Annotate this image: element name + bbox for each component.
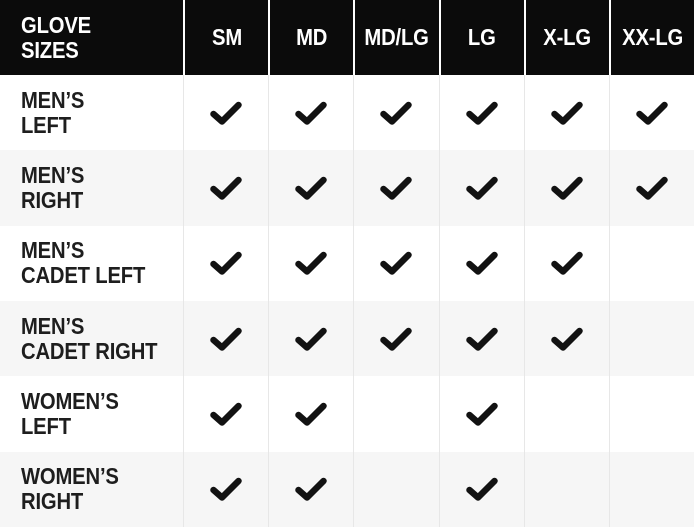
table-row <box>0 75 694 150</box>
row-label-line: LEFT <box>21 111 71 138</box>
check-icon <box>466 176 498 200</box>
row-label-line: MEN’S <box>21 237 85 264</box>
row-label-line: MEN’S <box>21 86 85 113</box>
check-icon <box>551 327 583 351</box>
check-icon <box>551 176 583 200</box>
row-label-line: LEFT <box>21 412 71 439</box>
check-icon <box>466 251 498 275</box>
availability-cell-checked <box>183 150 268 225</box>
column-header-xx-lg <box>609 0 694 75</box>
table-body <box>0 75 694 527</box>
column-header-md <box>268 0 353 75</box>
availability-cell-checked <box>524 150 609 225</box>
check-icon <box>295 327 327 351</box>
availability-cell-empty <box>609 226 694 301</box>
check-icon <box>466 402 498 426</box>
check-icon <box>295 402 327 426</box>
availability-cell-checked <box>268 452 353 527</box>
check-icon <box>295 251 327 275</box>
column-header-label: SM <box>211 24 242 50</box>
row-label-line: MEN’S <box>21 161 85 188</box>
availability-cell-checked <box>183 301 268 376</box>
table-header-row <box>0 0 694 75</box>
availability-cell-checked <box>439 150 524 225</box>
availability-cell-checked <box>609 150 694 225</box>
column-header-sm <box>183 0 268 75</box>
row-label-cell <box>0 301 183 376</box>
check-icon <box>210 101 242 125</box>
column-header-lg <box>439 0 524 75</box>
availability-cell-checked <box>439 452 524 527</box>
check-icon <box>466 101 498 125</box>
availability-cell-checked <box>268 376 353 451</box>
column-header-x-lg <box>524 0 609 75</box>
availability-cell-empty <box>524 376 609 451</box>
availability-cell-checked <box>268 150 353 225</box>
availability-cell-checked <box>524 226 609 301</box>
availability-cell-checked <box>268 301 353 376</box>
availability-cell-checked <box>439 226 524 301</box>
header-size-cells <box>183 0 694 75</box>
check-icon <box>636 101 668 125</box>
check-icon <box>210 251 242 275</box>
row-label-line: WOMEN’S <box>21 463 119 490</box>
column-header-label: MD <box>296 24 328 50</box>
check-icon <box>295 176 327 200</box>
table-title-line2: SIZES <box>21 36 79 63</box>
column-header-label: X-LG <box>543 24 592 50</box>
availability-cell-checked <box>609 75 694 150</box>
row-label-cell <box>0 376 183 451</box>
availability-cell-checked <box>353 226 438 301</box>
table-row <box>0 226 694 301</box>
column-header-label: LG <box>468 24 496 50</box>
availability-cell-checked <box>439 376 524 451</box>
table-row <box>0 452 694 527</box>
table-row <box>0 301 694 376</box>
availability-cell-empty <box>524 452 609 527</box>
check-icon <box>466 327 498 351</box>
row-label-cell <box>0 75 183 150</box>
availability-cell-checked <box>183 75 268 150</box>
row-label-line: RIGHT <box>21 488 84 515</box>
row-label-cell <box>0 226 183 301</box>
column-header-label: MD/LG <box>364 24 430 50</box>
column-header-label: XX-LG <box>621 24 683 50</box>
availability-cell-checked <box>183 452 268 527</box>
check-icon <box>295 477 327 501</box>
check-icon <box>210 176 242 200</box>
check-icon <box>210 477 242 501</box>
check-icon <box>551 251 583 275</box>
check-icon <box>380 251 412 275</box>
availability-cell-empty <box>609 301 694 376</box>
availability-cell-empty <box>609 452 694 527</box>
availability-cell-empty <box>609 376 694 451</box>
row-label-line: CADET RIGHT <box>21 337 158 364</box>
availability-cell-checked <box>353 150 438 225</box>
table-title-cell <box>0 0 183 75</box>
column-header-md-lg <box>353 0 438 75</box>
check-icon <box>295 101 327 125</box>
availability-cell-checked <box>524 75 609 150</box>
table-title-line1: GLOVE <box>21 11 91 38</box>
availability-cell-checked <box>183 226 268 301</box>
availability-cell-checked <box>268 226 353 301</box>
check-icon <box>210 327 242 351</box>
availability-cell-checked <box>353 301 438 376</box>
availability-cell-checked <box>268 75 353 150</box>
row-label-line: MEN’S <box>21 312 85 339</box>
table-row <box>0 376 694 451</box>
availability-cell-checked <box>524 301 609 376</box>
check-icon <box>380 101 412 125</box>
row-label-line: RIGHT <box>21 186 84 213</box>
table-row <box>0 150 694 225</box>
availability-cell-checked <box>439 75 524 150</box>
check-icon <box>636 176 668 200</box>
check-icon <box>380 327 412 351</box>
row-label-line: CADET LEFT <box>21 262 146 289</box>
check-icon <box>551 101 583 125</box>
availability-cell-empty <box>353 376 438 451</box>
check-icon <box>380 176 412 200</box>
check-icon <box>466 477 498 501</box>
row-label-cell <box>0 150 183 225</box>
row-label-line: WOMEN’S <box>21 387 119 414</box>
check-icon <box>210 402 242 426</box>
availability-cell-checked <box>353 75 438 150</box>
availability-cell-empty <box>353 452 438 527</box>
availability-cell-checked <box>439 301 524 376</box>
availability-cell-checked <box>183 376 268 451</box>
row-label-cell <box>0 452 183 527</box>
